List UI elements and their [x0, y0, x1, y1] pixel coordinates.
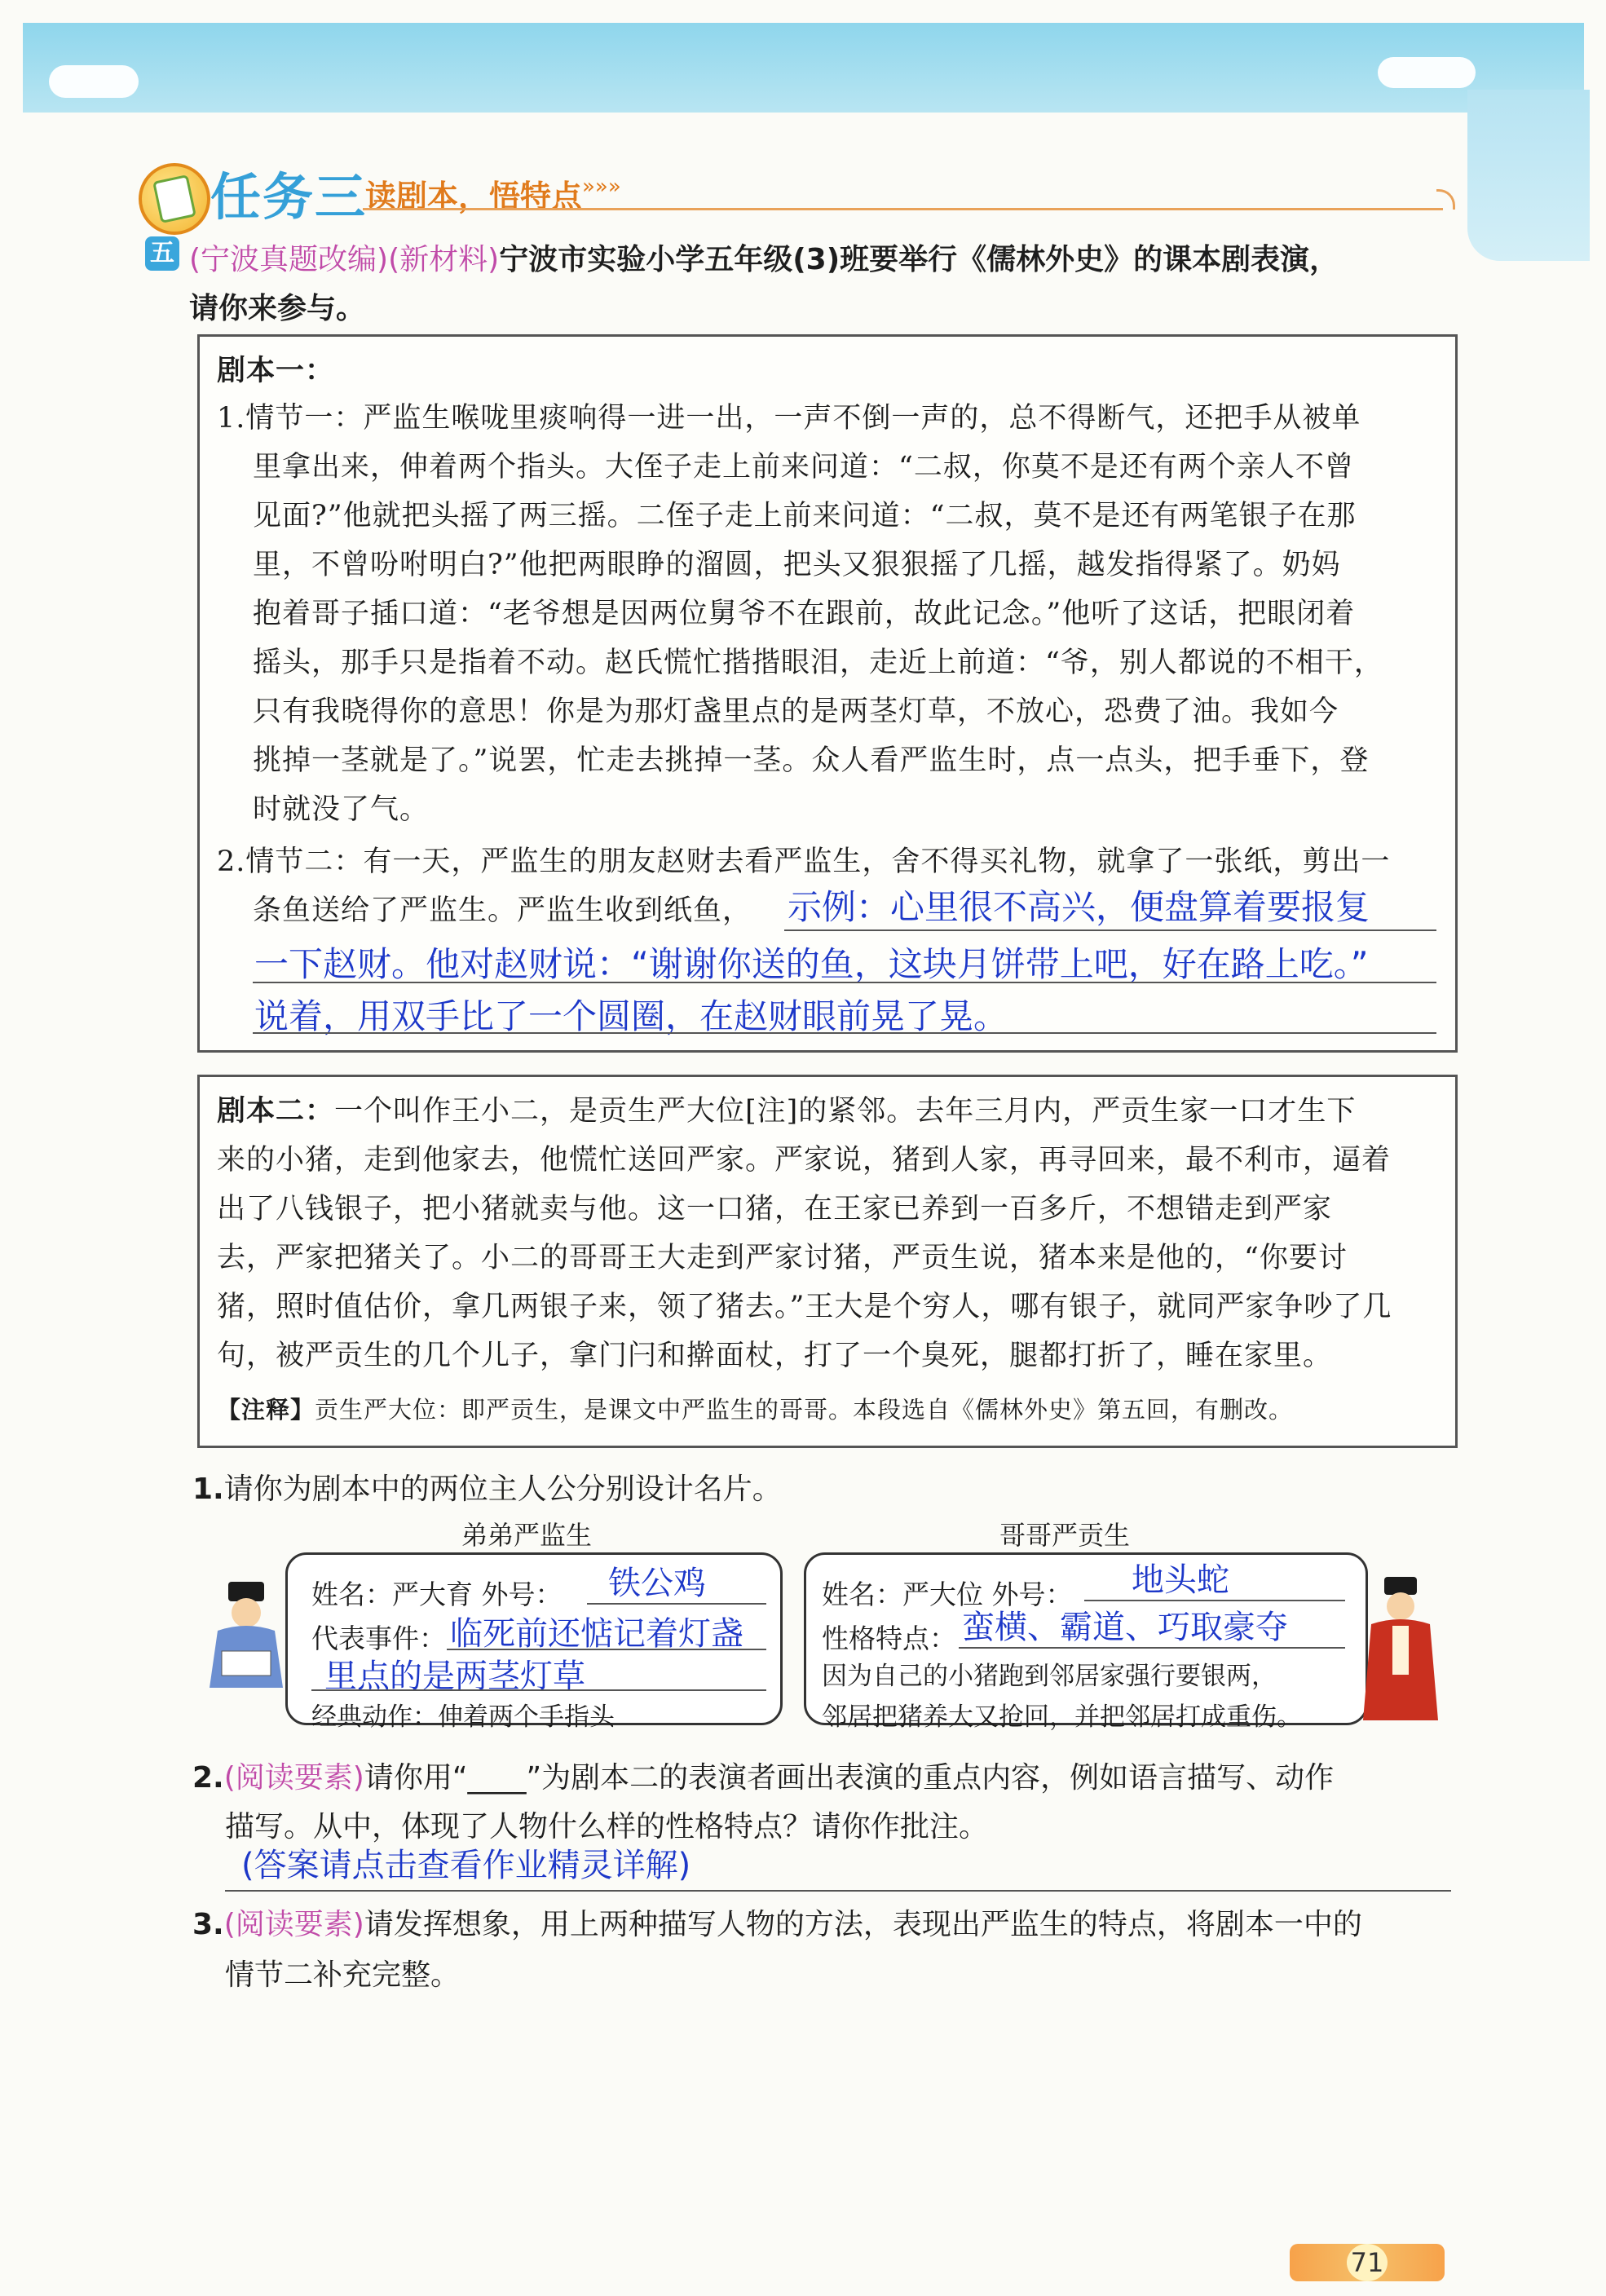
divider	[363, 208, 1443, 210]
script-line: 去，严家把猪关了。小二的哥哥王大走到严家讨猪，严贡生说，猪本来是他的，“你要讨	[217, 1242, 1348, 1274]
divider-hook	[1436, 189, 1455, 210]
script-line: 抱着哥子插口道：“老爷想是因两位舅爷不在跟前，故此记念。”他听了这话，把眼闭着	[253, 598, 1356, 630]
script-line: 里拿出来，伸着两个指头。大侄子走上前来问道：“二叔，你莫不是还有两个亲人不曾	[253, 451, 1354, 483]
question-2-line-2: 描写。从中，体现了人物什么样的性格特点？请你作批注。	[225, 1810, 989, 1843]
q5-intro-line-1	[189, 236, 1339, 278]
handwritten-answer: 示例：心里很不高兴，便盘算着要报复	[788, 887, 1370, 927]
task-subtitle: 读剧本，悟特点	[365, 179, 583, 214]
question-number: 1.	[192, 1473, 224, 1506]
answer-line	[784, 929, 1436, 931]
script-line: 猪，照时值估价，拿几两银子来，领了猪去。”王大是个穷人，哪有银子，就同严家争吵了几	[217, 1291, 1392, 1323]
card-title-right: 哥哥严贡生	[999, 1520, 1131, 1551]
q5-intro-line-2: 请你来参与。	[189, 292, 366, 325]
note-line	[217, 1396, 1293, 1424]
card-action-line: 经典动作：伸着两个手指头	[311, 1702, 615, 1732]
card-event-label: 代表事件：	[311, 1623, 446, 1654]
card-desc-line: 因为自己的小猪跑到邻居家强行要银两，	[822, 1662, 1277, 1691]
handwritten-answer: 说着，用双手比了一个圆圈，在赵财眼前晃了晃。	[254, 996, 1008, 1036]
answer-line	[225, 1890, 1451, 1892]
book-icon	[139, 163, 210, 235]
nickname-answer: 地头蛇	[1132, 1561, 1229, 1599]
script-line: 句，被严贡生的几个儿子，拿门闩和擀面杖，打了一个臭死，腿都打折了，睡在家里。	[217, 1340, 1333, 1372]
script-line: 只有我晓得你的意思！你是为那灯盏里点的是两茎灯草，不放心，恐费了油。我如今	[253, 695, 1339, 728]
script-line: 挑掉一茎就是了。”说罢，忙走去挑掉一茎。众人看严监生时，点一点头，把手垂下，登	[253, 744, 1370, 777]
question-number: 3.	[192, 1908, 224, 1941]
answer-line	[253, 982, 1436, 983]
script-line: 条鱼送给了严监生。严监生收到纸鱼，	[253, 894, 752, 927]
answer-line	[253, 1032, 1436, 1034]
event-answer: 里点的是两茎灯草	[324, 1658, 585, 1695]
script-line: 见面?”他就把头摇了两三摇。二侄子走上前来问道：“二叔，莫不是还有两笔银子在那	[253, 500, 1357, 532]
card-title-left: 弟弟严监生	[461, 1520, 593, 1551]
page-number-badge	[1290, 2244, 1445, 2281]
cloud-decoration	[49, 65, 139, 98]
card-desc-line: 邻居把猪养大又抢回，并把邻居打成重伤。	[822, 1702, 1302, 1732]
scholar-illustration-left	[205, 1582, 287, 1696]
question-3-line-2: 情节二补充完整。	[225, 1958, 461, 1992]
nickname-answer: 铁公鸡	[608, 1565, 706, 1602]
card-name-line: 姓名：严大位 外号：	[822, 1578, 1073, 1610]
card-name-line: 姓名：严大育 外号：	[311, 1578, 563, 1610]
question-2-line-1	[192, 1755, 1334, 1796]
script-line: 出了八钱银子，把小猪就卖与他。这一口猪，在王家已养到一百多斤，不想错走到严家	[217, 1193, 1333, 1225]
question-badge: 五	[145, 236, 179, 271]
scholar-illustration-right	[1360, 1577, 1441, 1724]
question-text: 请你用“____”为剧本二的表演者画出表演的重点内容，例如语言描写、动作	[364, 1761, 1335, 1795]
question-3-line-1	[192, 1901, 1362, 1943]
script-line: 1.情节一：严监生喉咙里痰响得一进一出，一声不倒一声的，总不得断气，还把手从被单	[217, 402, 1361, 435]
script-two-title: 剧本二：	[217, 1095, 335, 1128]
trait-answer: 蛮横、霸道、巧取豪夺	[962, 1609, 1288, 1646]
header-side-tab	[1467, 90, 1590, 261]
source-tag: (宁波真题改编)(新材料)	[189, 243, 500, 276]
question-text: 请你为剧本中的两位主人公分别设计名片。	[223, 1473, 782, 1506]
header-band	[23, 23, 1584, 113]
page-number: 71	[1347, 2244, 1388, 2281]
question-text: 请发挥想象，用上两种描写人物的方法，表现出严监生的特点，将剧本一中的	[364, 1908, 1362, 1941]
answer-line	[311, 1689, 766, 1691]
script-line: 摇头，那手只是指着不动。赵氏慌忙揩揩眼泪，走近上前道：“爷，别人都说的不相干，	[253, 647, 1383, 679]
script-line: 2.情节二：有一天，严监生的朋友赵财去看严监生，舍不得买礼物，就拿了一张纸，剪出一	[217, 846, 1391, 878]
question-1	[192, 1466, 782, 1508]
cloud-decoration	[1378, 57, 1476, 88]
handwritten-answer: 一下赵财。他对赵财说：“谢谢你送的鱼，这块月饼带上吧，好在路上吃。”	[254, 944, 1369, 984]
event-answer: 临死前还惦记着灯盏	[450, 1615, 743, 1653]
answer-line	[587, 1603, 766, 1605]
script-line: 里，不曾吩咐明白?”他把两眼睁的溜圆，把头又狠狠摇了几摇，越发指得紧了。奶妈	[253, 549, 1341, 581]
answer-line	[959, 1647, 1345, 1649]
task-title: 任务三	[210, 167, 368, 227]
card-trait-label: 性格特点：	[822, 1623, 956, 1654]
script-line: 来的小猪，走到他家去，他慌忙送回严家。严家说，猪到人家，再寻回来，最不利市，逼着	[217, 1144, 1392, 1177]
intro-text: 宁波市实验小学五年级(3)班要举行《儒林外史》的课本剧表演，	[499, 243, 1339, 276]
note-label: 【注释】	[217, 1396, 315, 1424]
question-number: 2.	[192, 1761, 224, 1795]
question-tag: (阅读要素)	[223, 1761, 364, 1795]
arrows-icon: »»»	[582, 174, 621, 199]
script-line: 时就没了气。	[253, 793, 430, 826]
script-one-title: 剧本一：	[217, 355, 335, 387]
answer-hint: (答案请点击查看作业精灵详解)	[241, 1847, 691, 1884]
note-text: 贡生严大位：即严贡生，是课文中严监生的哥哥。本段选自《儒林外史》第五回，有删改。	[315, 1396, 1294, 1424]
script-line: 一个叫作王小二，是贡生严大位[注]的紧邻。去年三月内，严贡生家一口才生下	[334, 1095, 1357, 1128]
question-tag: (阅读要素)	[223, 1908, 364, 1941]
